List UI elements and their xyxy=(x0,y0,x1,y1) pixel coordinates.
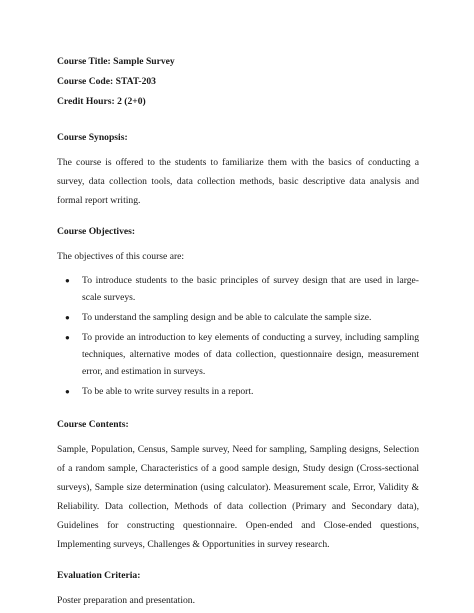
objective-item xyxy=(57,329,419,380)
objective-text: To introduce students to the basic principles of survey design that are used in large-scale surveys. xyxy=(82,275,419,303)
course-title-value: Sample Survey xyxy=(113,56,175,67)
bullet-icon: ● xyxy=(65,313,70,322)
credit-hours-label: Credit Hours: xyxy=(57,96,115,107)
course-code-value: STAT-203 xyxy=(115,76,156,87)
evaluation-text: Poster preparation and presentation. xyxy=(57,595,195,606)
credit-hours-value: 2 (2+0) xyxy=(117,96,146,107)
contents-text: Sample, Population, Census, Sample survey, Need for sampling, Sampling designs, Selection of a random sample, Characteristics of a good sample design, Study design (Cross-sectional surveys), Sample size determination (using calculator). Measurement scale, Error, Validity & Reliability. Data collection, Methods of data collection (Primary and Secondary data), Guidelines for constructing questionnaire. Open-ended and Close-ended questions, Implementing surveys, Challenges & Opportunities in survey research. xyxy=(57,444,419,550)
bullet-icon: ● xyxy=(65,387,70,396)
document-page xyxy=(57,52,419,610)
objective-text: To provide an introduction to key elements of conducting a survey, including sampling techniques, alternative modes of data collection, questionnaire design, measurement error, and estimation in surveys. xyxy=(82,332,419,377)
synopsis-text: The course is offered to the students to familiarize them with the basics of conducting a survey, data collection tools, data collection methods, basic descriptive data analysis and formal report writing. xyxy=(57,157,419,206)
synopsis-heading: Course Synopsis: xyxy=(57,132,128,143)
contents-heading: Course Contents: xyxy=(57,419,129,430)
objectives-heading: Course Objectives: xyxy=(57,226,136,237)
objective-text: To understand the sampling design and be able to calculate the sample size. xyxy=(82,312,372,323)
objective-item xyxy=(57,309,419,326)
credit-hours-line xyxy=(57,92,419,112)
course-title-line xyxy=(57,52,419,72)
objective-item xyxy=(57,272,419,306)
course-code-line xyxy=(57,72,419,92)
objective-text: To be able to write survey results in a report. xyxy=(82,386,254,397)
course-title-label: Course Title: xyxy=(57,56,111,67)
objectives-list xyxy=(57,272,419,400)
objective-item xyxy=(57,383,419,400)
bullet-icon: ● xyxy=(65,276,70,285)
bullet-icon: ● xyxy=(65,333,70,342)
evaluation-heading: Evaluation Criteria: xyxy=(57,570,141,581)
course-code-label: Course Code: xyxy=(57,76,114,87)
objectives-intro: The objectives of this course are: xyxy=(57,251,185,262)
